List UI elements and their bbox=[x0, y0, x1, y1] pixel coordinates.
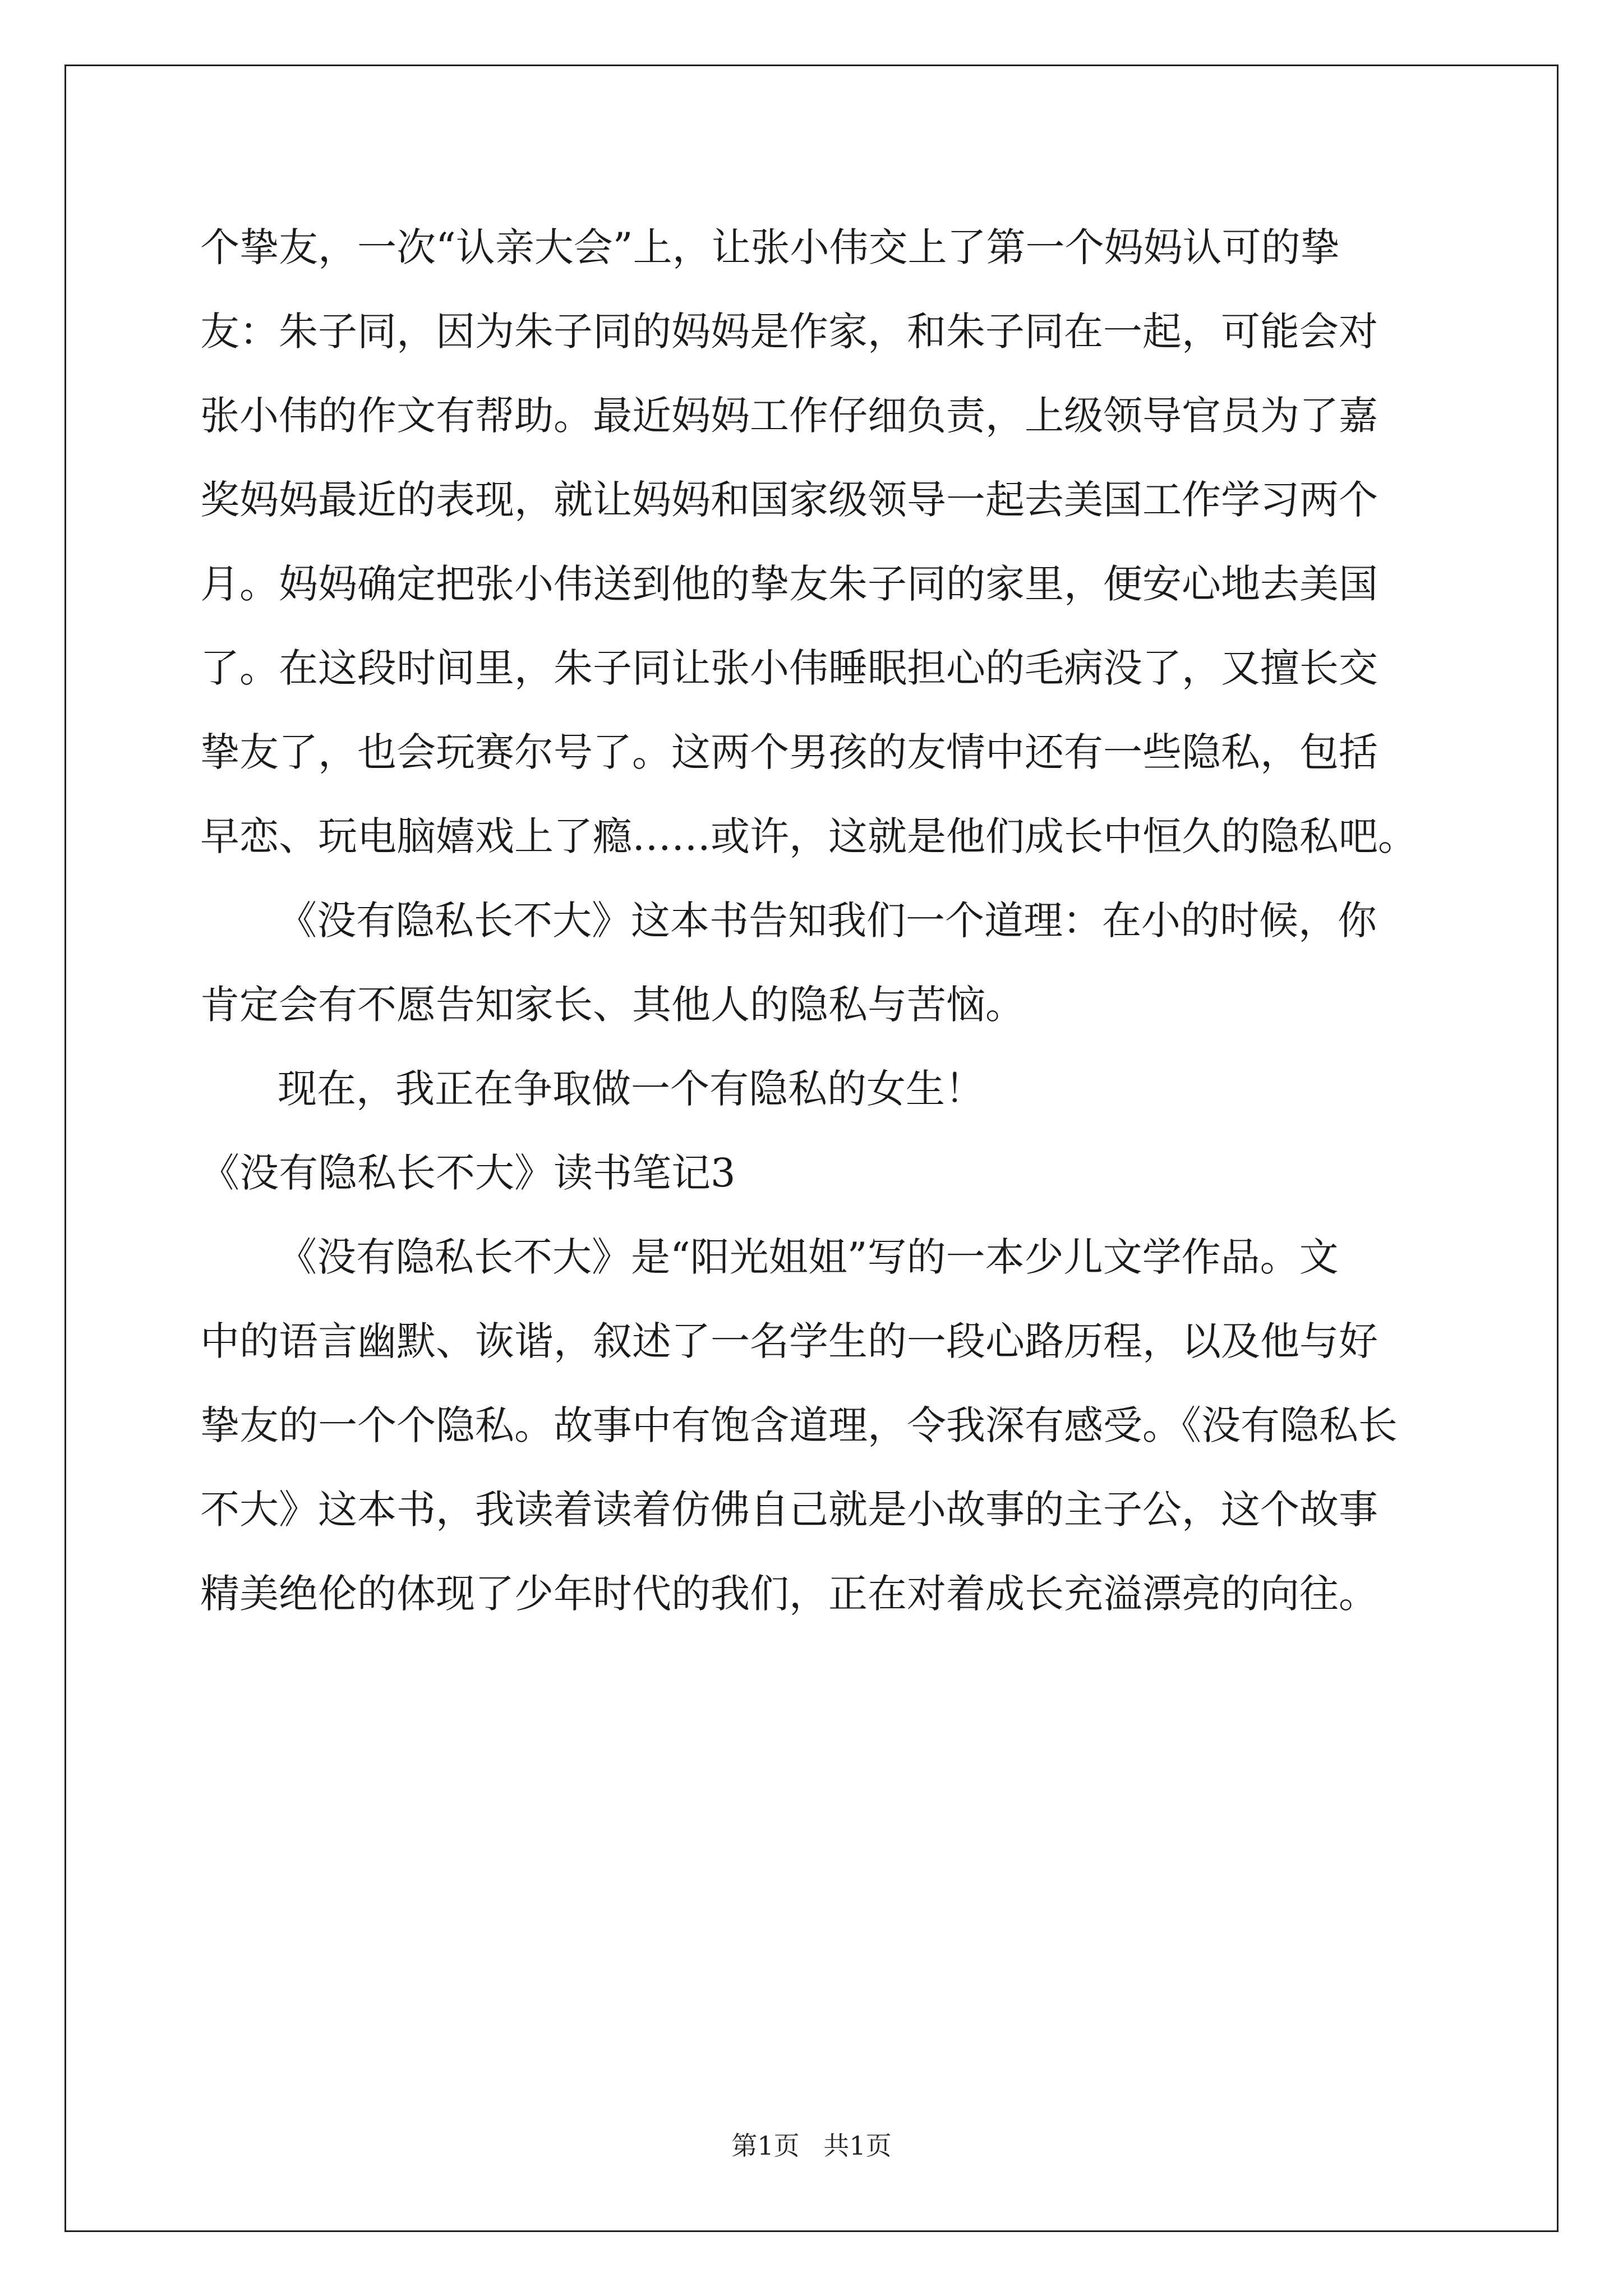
page-footer bbox=[0, 2129, 1623, 2162]
page-number: 第1页 bbox=[731, 2131, 800, 2161]
paragraph-4-line-2: 中的语言幽默、诙谐，叙述了一名学生的一段心路历程，以及他与好 bbox=[200, 1318, 1378, 1364]
paragraph-4-line-3: 挚友的一个个隐私。故事中有饱含道理，令我深有感受。《没有隐私长 bbox=[200, 1402, 1398, 1448]
paragraph-4-line-1: 《没有隐私长不大》是“阳光姐姐”写的一本少儿文学作品。文 bbox=[278, 1234, 1339, 1280]
body-line-3: 张小伟的作文有帮助。最近妈妈工作仔细负责，上级领导官员为了嘉 bbox=[200, 393, 1378, 439]
section-heading: 《没有隐私长不大》读书笔记3 bbox=[200, 1150, 736, 1196]
paragraph-3-line-1: 现在，我正在争取做一个有隐私的女生！ bbox=[278, 1066, 984, 1112]
body-line-1: 个挚友，一次“认亲大会”上，让张小伟交上了第一个妈妈认可的挚 bbox=[200, 224, 1340, 270]
body-line-7: 挚友了，也会玩赛尔号了。这两个男孩的友情中还有一些隐私，包括 bbox=[200, 729, 1378, 775]
paragraph-2-line-2: 肯定会有不愿告知家长、其他人的隐私与苦恼。 bbox=[200, 982, 1025, 1028]
body-line-8: 早恋、玩电脑嬉戏上了瘾……或许，这就是他们成长中恒久的隐私吧。 bbox=[200, 813, 1417, 859]
paragraph-4-line-4: 不大》这本书，我读着读着仿佛自己就是小故事的主子公，这个故事 bbox=[200, 1487, 1378, 1533]
body-line-2: 友：朱子同，因为朱子同的妈妈是作家，和朱子同在一起，可能会对 bbox=[200, 309, 1378, 355]
page-total: 共1页 bbox=[823, 2131, 892, 2161]
paragraph-2-line-1: 《没有隐私长不大》这本书告知我们一个道理：在小的时候，你 bbox=[278, 898, 1377, 944]
paragraph-4-line-5: 精美绝伦的体现了少年时代的我们，正在对着成长充溢漂亮的向往。 bbox=[200, 1571, 1378, 1617]
body-line-6: 了。在这段时间里，朱子同让张小伟睡眠担心的毛病没了，又擅长交 bbox=[200, 645, 1378, 691]
body-line-4: 奖妈妈最近的表现，就让妈妈和国家级领导一起去美国工作学习两个 bbox=[200, 477, 1378, 523]
body-line-5: 月。妈妈确定把张小伟送到他的挚友朱子同的家里，便安心地去美国 bbox=[200, 561, 1378, 607]
